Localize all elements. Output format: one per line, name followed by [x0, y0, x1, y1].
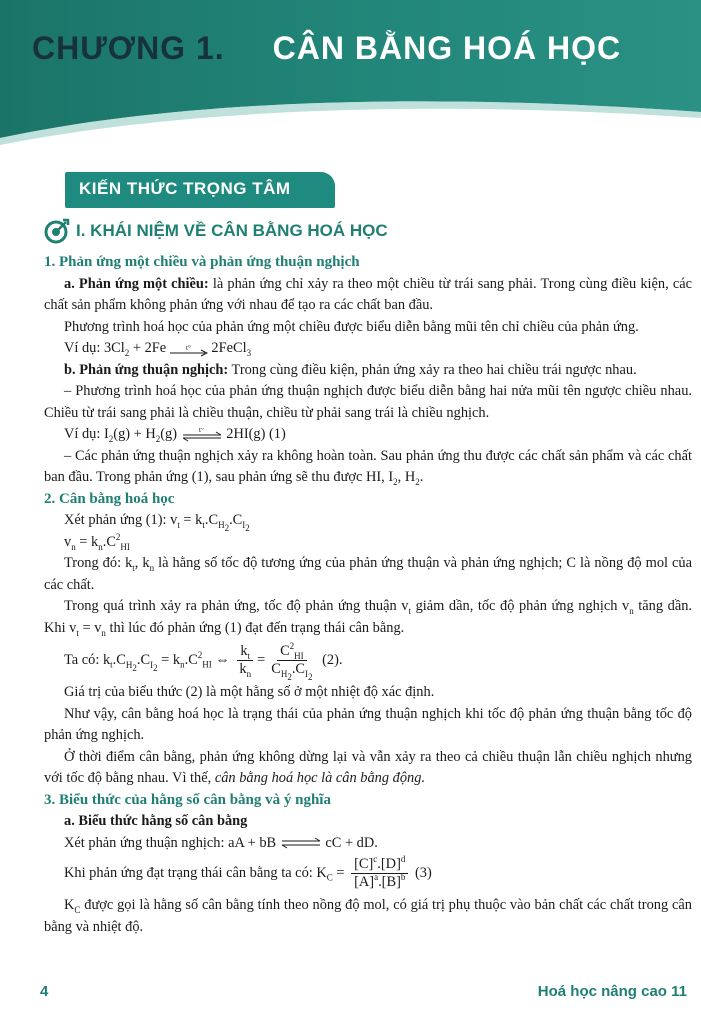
section-title: I. KHÁI NIỆM VỀ CÂN BẰNG HOÁ HỌC	[76, 221, 388, 240]
target-check-icon	[44, 218, 70, 244]
chapter-title	[32, 30, 621, 67]
svg-text:t°: t°	[185, 344, 191, 352]
paragraph-reversible: b. Phản ứng thuận nghịch: Trong cùng điều kiện, phản ứng xảy ra theo hai chiều trái ngược nhau.	[64, 361, 637, 378]
heading-2: 2. Cân bằng hoá học	[44, 490, 175, 507]
paragraph-one-way-2: Phương trình hoá học của phản ứng một chiều được biểu diễn bằng mũi tên chỉ chiều của phản ứng.	[64, 318, 639, 335]
book-title: Hoá học nâng cao 11	[537, 983, 687, 1000]
general-reaction: Xét phản ứng thuận nghịch: aA + bB cC + dD.	[64, 834, 378, 851]
paragraph-rates: Trong quá trình xảy ra phản ứng, tốc độ phản ứng thuận $v_t$ giảm dần, tốc độ phản ứng nghịch $v_n$ tăng dần. Khi $v_t = v_n$ thì lúc đó phản ứng (1) đạt đến trạng thái cân bằng.	[44, 598, 692, 638]
paragraph-rate-constants: Trong đó: $k_t$, $k_n$ là hằng số tốc độ tương ứng của phản ứng thuận và phản ứng nghịch; C là nồng độ mol của các chất.	[44, 555, 692, 593]
fraction-c: $\frac{C^2_{HI}}{C_{H_2}.C_{I_2}}$	[271, 641, 313, 682]
equation-2: Ta có: $k_t.C_{H_2}.C_{I_2} = k_n.C^2_{HI}$ ⇔ $\frac{k_t}{k_n}$ = $\frac{C^2_{HI}}{C_{H_2}.C_{I_2}}$ (2).	[64, 641, 343, 682]
svg-text:t°: t°	[198, 427, 204, 434]
page-number: 4	[40, 983, 49, 1000]
key-knowledge-banner	[65, 172, 335, 208]
paragraph-equilibrium: Như vậy, cân bằng hoá học là trạng thái của phản ứng thuận nghịch khi tốc độ phản ứng thuận bằng tốc độ phản ứng nghịch.	[44, 705, 692, 743]
rate-reverse: $v_n = k_n.C^2_{HI}$	[64, 531, 130, 552]
example-1: Ví dụ: $3Cl_2 + 2Fe$ t° 2FeCl$_3$	[64, 340, 252, 358]
reaction-arrow-icon	[170, 343, 208, 355]
paragraph-kc: $K_C$ được gọi là hằng số cân bằng tính theo nồng độ mol, có giá trị phụ thuộc vào bản chất các chất trong cân bằng và nhiệt độ.	[44, 897, 692, 935]
equation-3: Khi phản ứng đạt trạng thái cân bằng ta có: $K_C$ = $\frac{[C]^c.[D]^d}{[A]^a.[B]^b}$ (3)	[64, 854, 432, 890]
paragraph-constant: Giá trị của biểu thức (2) là một hằng số ở một nhiệt độ xác định.	[64, 684, 435, 700]
chapter-label: CHƯƠNG 1.	[32, 30, 225, 66]
paragraph-dynamic: Ở thời điểm cân bằng, phản ứng không dừng lại và vẫn xảy ra theo cả chiều thuận lẫn chiều nghịch nhưng với tốc độ bằng nhau. Vì thế, cân bằng hoá học là cân bằng động.	[44, 748, 692, 786]
heading-1: 1. Phản ứng một chiều và phản ứng thuận nghịch	[44, 254, 360, 270]
subheading-3a: a. Biểu thức hằng số cân bằng	[64, 813, 248, 829]
page-body	[44, 252, 692, 938]
heading-3: 3. Biểu thức của hằng số cân bằng và ý nghĩa	[44, 791, 331, 808]
rate-forward: Xét phản ứng (1): $v_t = k_t.C_{H_2}.C_{I_2}$	[64, 512, 250, 533]
fraction-kc: $\frac{[C]^c.[D]^d}{[A]^a.[B]^b}$	[351, 856, 408, 891]
header-wave-background	[0, 0, 701, 150]
paragraph-reversible-2: – Phương trình hoá học của phản ứng thuận nghịch được biểu diễn bằng hai nửa mũi tên ngược chiều nhau. Chiều từ trái sang phải là chiều thuận, chiều từ phải sang trái là chiều nghịch.	[44, 383, 692, 421]
banner-label: KIẾN THỨC TRỌNG TÂM	[79, 179, 291, 198]
equilibrium-arrow-icon	[280, 836, 322, 850]
fraction-k: $\frac{k_t}{k_n}$	[236, 643, 254, 678]
paragraph-one-way: a. Phản ứng một chiều: là phản ứng chỉ xảy ra theo một chiều từ trái sang phải. Trong cùng điều kiện, các chất sản phẩm không phản ứng với nhau để tạo ra các chất ban đầu.	[44, 275, 692, 313]
equilibrium-arrow-icon	[181, 428, 223, 442]
chapter-name: CÂN BẰNG HOÁ HỌC	[272, 30, 622, 66]
paragraph-reversible-3: – Các phản ứng thuận nghịch xảy ra không hoàn toàn. Sau phản ứng thu được các chất sản phẩm và các chất ban đầu. Trong phản ứng (1), sau phản ứng sẽ thu được HI, $I_2$, $H_2$.	[44, 447, 692, 487]
section-heading	[44, 218, 388, 244]
example-2: Ví dụ: $I_2(g) + H_2(g)$ t° 2HI(g) (1)	[64, 426, 286, 444]
chapter-header	[0, 0, 701, 150]
